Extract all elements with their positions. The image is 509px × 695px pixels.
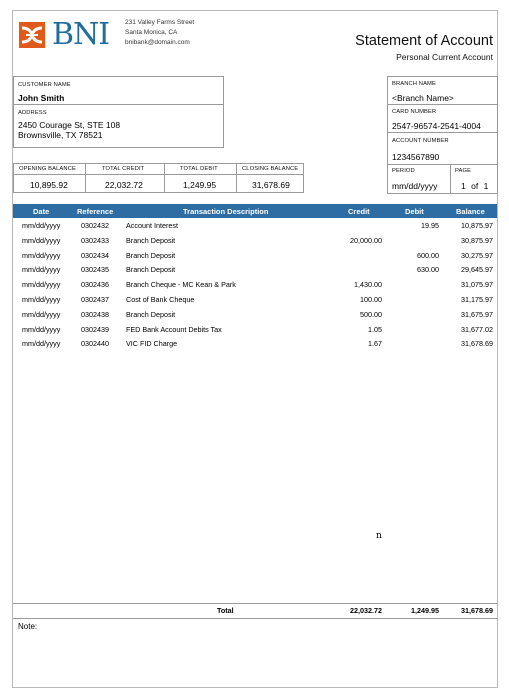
cell-debit: 630.00 [417,265,439,275]
cell-date: mm/dd/yyyy [22,265,61,275]
total-debit: 1,249.95 [183,180,217,190]
statement-title: Statement of Account [355,33,493,49]
branch-name-label: BRANCH NAME [392,81,436,87]
cell-reference: 0302435 [81,265,109,275]
cell-balance: 31,175.97 [461,295,493,304]
period-value: mm/dd/yyyy [392,181,438,191]
table-row [13,251,497,265]
cell-balance: 10,875.97 [461,221,493,230]
cell-credit: 1,430.00 [354,280,382,290]
cell-description: Cost of Bank Cheque [126,295,195,304]
cell-credit: 20,000.00 [350,235,382,245]
cell-balance: 30,875.97 [461,235,493,245]
bni-logo [19,17,111,52]
card-number: 2547-96574-2541-4004 [392,121,481,131]
note-label: Note: [18,622,38,631]
total-credit-cell: 22,032.72 [350,606,382,615]
closing-balance-label: CLOSING BALANCE [242,166,299,172]
cell-date: mm/dd/yyyy [22,235,61,245]
cell-reference: 0302440 [81,339,109,349]
statement-subtitle: Personal Current Account [396,52,493,62]
table-row [13,236,497,250]
cell-balance: 31,675.97 [461,309,493,319]
cell-description: Branch Deposit [126,250,176,260]
cell-reference: 0302438 [81,309,109,319]
total-debit-label: TOTAL DEBIT [180,166,218,172]
cell-balance: 31,677.02 [461,324,493,334]
cell-description: FED Bank Account Debits Tax [126,324,222,334]
cell-date: mm/dd/yyyy [22,295,61,304]
cell-credit: 100.00 [360,295,382,304]
opening-balance: 10,895.92 [30,180,68,190]
page-of: of [471,181,479,191]
cell-reference: 0302437 [81,295,109,304]
cell-description: Branch Deposit [126,265,176,275]
table-row [13,221,497,235]
closing-balance: 31,678.69 [252,180,290,190]
cell-credit: 1.67 [368,339,382,349]
bni-logo-text: BNI [52,17,110,52]
total-debit-cell: 1,249.95 [411,606,439,615]
cell-date: mm/dd/yyyy [22,324,61,334]
card-number-label: CARD NUMBER [392,109,437,115]
customer-address-label: ADDRESS [18,110,47,116]
col-reference: Reference [77,207,114,216]
cell-credit: 500.00 [360,309,382,319]
account-number: 1234567890 [392,152,440,162]
col-credit: Credit [348,207,370,216]
cell-date: mm/dd/yyyy [22,250,61,260]
cell-debit: 600.00 [417,250,439,260]
cell-date: mm/dd/yyyy [22,221,61,230]
total-credit-label: TOTAL CREDIT [102,166,145,172]
cell-credit: 1.05 [368,324,382,334]
cell-reference: 0302439 [81,324,109,334]
table-row [13,280,497,294]
opening-balance-label: OPENING BALANCE [19,166,76,172]
summary-box [13,163,304,193]
cell-description: Account Interest [126,221,178,230]
total-balance-cell: 31,678.69 [461,606,493,615]
page-total: 1 [483,181,489,191]
cell-reference: 0302432 [81,221,109,230]
cell-reference: 0302433 [81,235,109,245]
cell-description: Branch Cheque - MC Kean & Park [126,280,236,290]
cell-description: Branch Deposit [126,309,176,319]
total-credit: 22,032.72 [105,180,143,190]
page-value [461,181,488,191]
col-debit: Debit [405,207,424,216]
cell-date: mm/dd/yyyy [22,280,61,290]
stray-mark: n [376,531,382,541]
page-current: 1 [461,181,466,191]
total-label: Total [217,606,234,615]
bank-email: bnibank@domain.com [125,39,190,46]
account-number-label: ACCOUNT NUMBER [392,138,449,144]
cell-date: mm/dd/yyyy [22,309,61,319]
cell-reference: 0302434 [81,250,109,260]
col-description: Transaction Description [183,207,269,216]
cell-description: VIC FID Charge [126,339,178,349]
table-row [13,295,497,309]
bank-address-line: 231 Valley Farms Street [125,19,195,26]
bank-address-line: Santa Monica, CA [125,29,178,36]
cell-balance: 31,075.97 [461,280,493,290]
customer-address-line2: Brownsville, TX 78521 [18,130,103,140]
bank-address [125,18,194,48]
customer-box [13,76,224,148]
branch-name: <Branch Name> [392,93,454,103]
period-label: PERIOD [392,168,415,174]
cell-description: Branch Deposit [126,235,176,245]
customer-name: John Smith [18,93,65,103]
table-row [13,265,497,279]
col-balance: Balance [456,207,485,216]
customer-address-line1: 2450 Courage St, STE 108 [18,120,121,130]
bni-logo-mark [19,22,45,48]
cell-debit: 19.95 [421,221,439,230]
page-label: PAGE [455,168,472,174]
table-row [13,339,497,353]
cell-balance: 30,275.97 [461,250,493,260]
customer-name-label: CUSTOMER NAME [18,82,71,88]
cell-reference: 0302436 [81,280,109,290]
cell-balance: 31,678.69 [461,339,493,349]
col-date: Date [33,207,50,216]
cell-date: mm/dd/yyyy [22,339,61,349]
branch-box [387,76,498,194]
table-row [13,310,497,324]
cell-balance: 29,645.97 [461,265,493,275]
transactions-header [13,204,497,218]
table-row [13,325,497,339]
